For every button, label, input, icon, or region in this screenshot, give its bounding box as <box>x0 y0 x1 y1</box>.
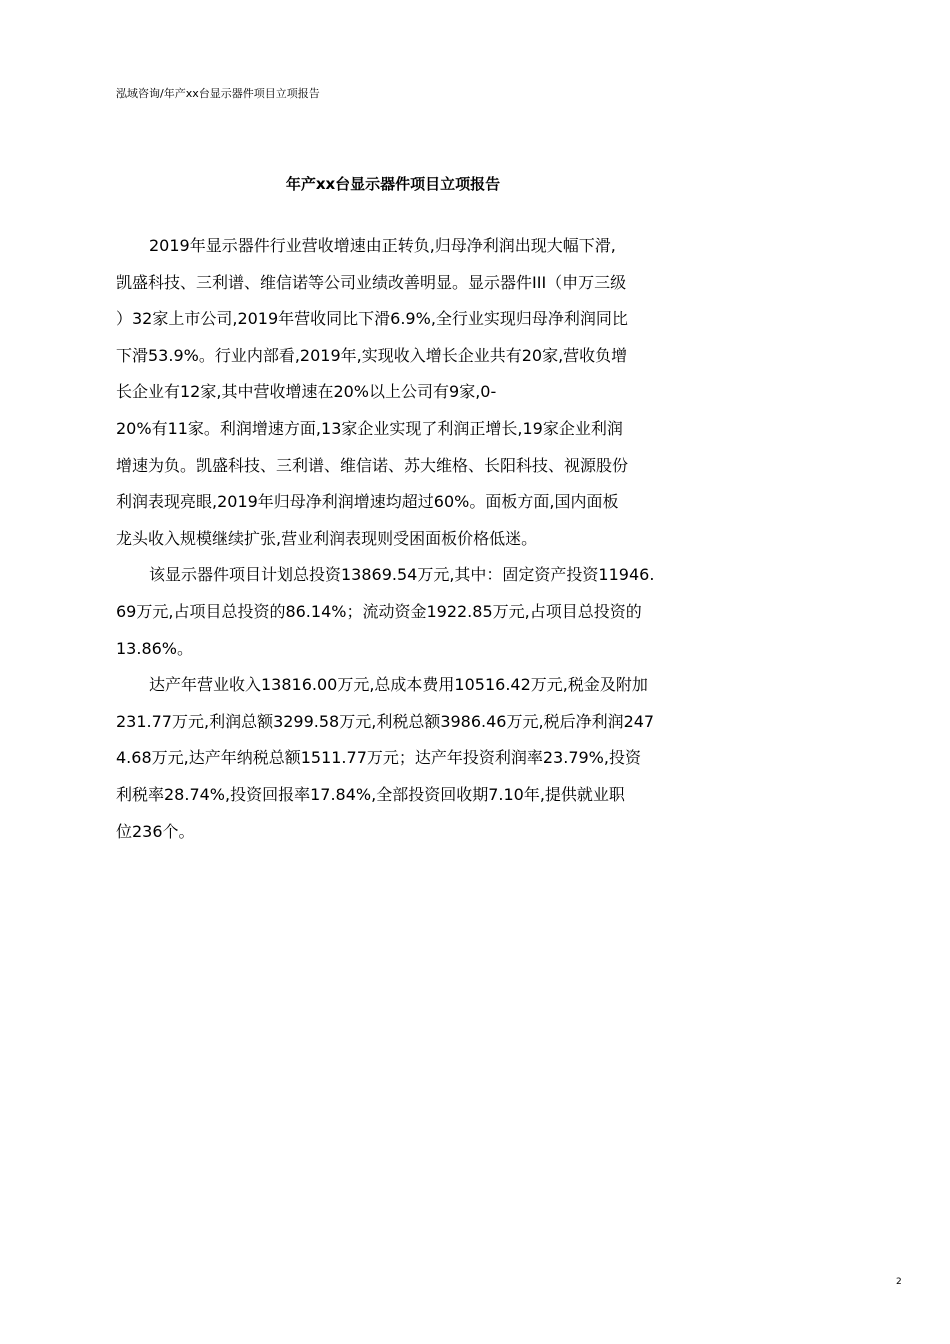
paragraph-line: 凯盛科技、三利谱、维信诺等公司业绩改善明显。显示器件III（申万三级 <box>116 272 627 292</box>
paragraph-line: 利润表现亮眼,2019年归母净利润增速均超过60%。面板方面,国内面板 <box>116 492 619 512</box>
document-body <box>116 228 716 850</box>
paragraph-line: 13.86%。 <box>116 638 194 658</box>
running-header: 泓域咨询/年产xx台显示器件项目立项报告 <box>116 87 320 100</box>
paragraph-line: ）32家上市公司,2019年营收同比下滑6.9%,全行业实现归母净利润同比 <box>116 309 628 329</box>
paragraph-line: 龙头收入规模继续扩张,营业利润表现则受困面板价格低迷。 <box>116 528 538 548</box>
paragraph-line: 增速为负。凯盛科技、三利谱、维信诺、苏大维格、长阳科技、视源股份 <box>116 455 629 475</box>
paragraph-line: 该显示器件项目计划总投资13869.54万元,其中：固定资产投资11946. <box>149 565 655 585</box>
paragraph-line: 下滑53.9%。行业内部看,2019年,实现收入增长企业共有20家,营收负增 <box>116 345 628 365</box>
paragraph-line: 利税率28.74%,投资回报率17.84%,全部投资回收期7.10年,提供就业职 <box>116 784 625 804</box>
paragraph-line: 达产年营业收入13816.00万元,总成本费用10516.42万元,税金及附加 <box>149 675 648 695</box>
paragraph-line: 20%有11家。利润增速方面,13家企业实现了利润正增长,19家企业利润 <box>116 418 623 438</box>
paragraph-industry-overview <box>116 228 716 557</box>
page-number: 2 <box>896 1277 902 1287</box>
paragraph-line: 4.68万元,达产年纳税总额1511.77万元；达产年投资利润率23.79%,投资 <box>116 748 641 768</box>
paragraph-line: 231.77万元,利润总额3299.58万元,利税总额3986.46万元,税后净利润247 <box>116 711 655 731</box>
paragraph-line: 69万元,占项目总投资的86.14%；流动资金1922.85万元,占项目总投资的 <box>116 601 642 621</box>
document-title: 年产xx台显示器件项目立项报告 <box>285 175 501 193</box>
paragraph-line: 位236个。 <box>116 821 195 841</box>
paragraph-investment <box>116 557 716 667</box>
paragraph-line: 2019年显示器件行业营收增速由正转负,归母净利润出现大幅下滑, <box>149 236 616 255</box>
paragraph-line: 长企业有12家,其中营收增速在20%以上公司有9家,0- <box>116 382 497 402</box>
paragraph-financials <box>116 667 716 850</box>
